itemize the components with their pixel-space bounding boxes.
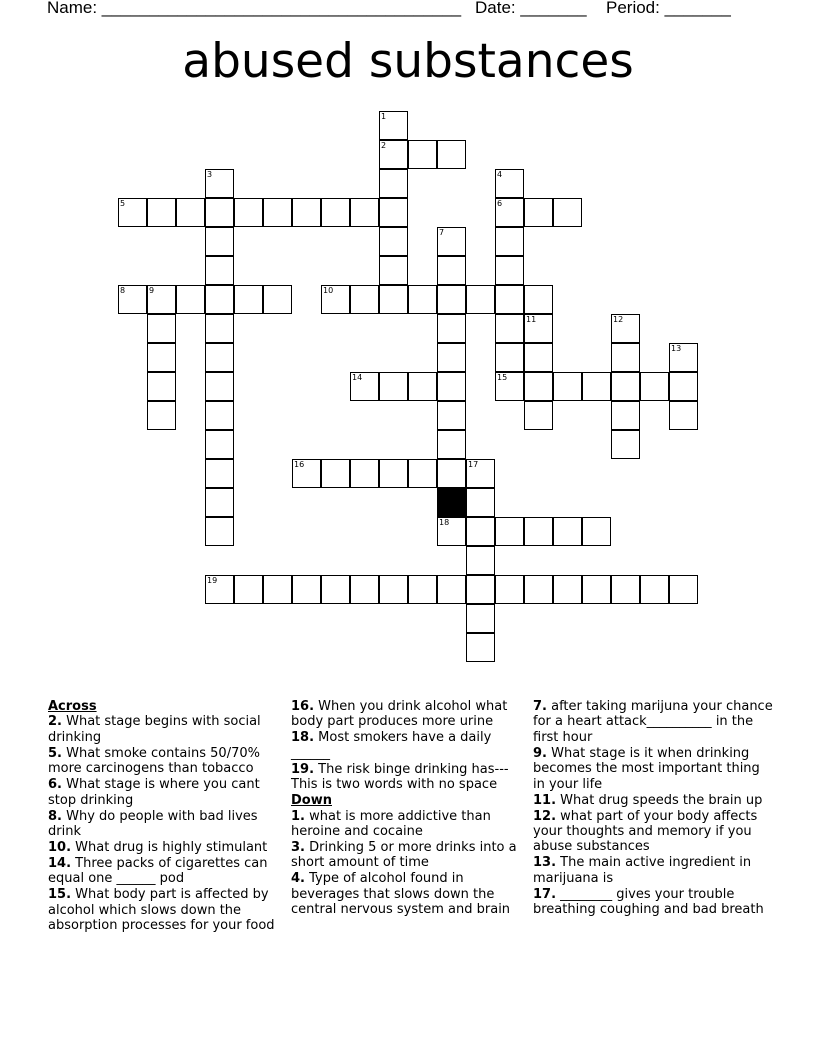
- clues-column-3: [533, 699, 773, 918]
- answer-cell[interactable]: [408, 372, 437, 401]
- clue-number: 19: [207, 576, 218, 585]
- answer-cell[interactable]: [437, 372, 466, 401]
- answer-cell[interactable]: [437, 575, 466, 604]
- answer-cell[interactable]: [205, 227, 234, 256]
- answer-cell[interactable]: [582, 575, 611, 604]
- answer-cell[interactable]: [611, 372, 640, 401]
- answer-cell[interactable]: [350, 372, 379, 401]
- answer-cell[interactable]: [292, 198, 321, 227]
- answer-cell[interactable]: [205, 459, 234, 488]
- clue-item-text: Type of alcohol found in beverages that slows down the central nervous system and brain: [291, 871, 511, 918]
- clue-item: [533, 793, 773, 808]
- clue-item-text: What drug is highly stimulant: [71, 840, 268, 856]
- answer-cell[interactable]: [379, 169, 408, 198]
- clue-item-text: what is more addictive than heroine and cocaine: [291, 808, 491, 840]
- answer-cell[interactable]: [205, 401, 234, 430]
- answer-cell[interactable]: [350, 198, 379, 227]
- answer-cell[interactable]: [379, 111, 408, 140]
- clue-item-text: The main active ingredient in marijuana is: [533, 855, 752, 886]
- answer-cell[interactable]: [495, 227, 524, 256]
- answer-cell[interactable]: [176, 285, 205, 314]
- clue-item-number: 4.: [291, 871, 305, 887]
- answer-cell[interactable]: [292, 575, 321, 604]
- answer-cell[interactable]: [553, 372, 582, 401]
- answer-cell[interactable]: [669, 343, 698, 372]
- answer-cell[interactable]: [669, 401, 698, 430]
- answer-cell[interactable]: [263, 198, 292, 227]
- answer-cell[interactable]: [321, 459, 350, 488]
- answer-cell[interactable]: [495, 169, 524, 198]
- clue-item: [533, 855, 773, 886]
- answer-cell[interactable]: [379, 372, 408, 401]
- clue-item-number: 9.: [533, 745, 547, 761]
- answer-cell[interactable]: [437, 227, 466, 256]
- answer-cell[interactable]: [495, 198, 524, 227]
- clue-item-text: The risk binge drinking has---This is two words with no space: [291, 761, 509, 793]
- answer-cell[interactable]: [176, 198, 205, 227]
- clue-item-number: 14.: [48, 856, 72, 872]
- answer-cell[interactable]: [379, 575, 408, 604]
- answer-cell[interactable]: [553, 198, 582, 227]
- clue-item: [291, 730, 521, 761]
- clue-number: 3: [207, 170, 213, 179]
- answer-cell[interactable]: [147, 343, 176, 372]
- answer-cell[interactable]: [495, 256, 524, 285]
- answer-cell[interactable]: [437, 285, 466, 314]
- clue-item: [533, 746, 773, 792]
- puzzle-title: abused substances: [182, 34, 634, 89]
- answer-cell[interactable]: [495, 285, 524, 314]
- answer-cell[interactable]: [408, 575, 437, 604]
- answer-cell[interactable]: [350, 285, 379, 314]
- answer-cell[interactable]: [205, 285, 234, 314]
- answer-cell[interactable]: [640, 575, 669, 604]
- clue-number: 1: [381, 112, 387, 121]
- answer-cell[interactable]: [437, 343, 466, 372]
- clue-number: 15: [497, 373, 508, 382]
- answer-cell[interactable]: [466, 459, 495, 488]
- clue-item: [291, 762, 521, 793]
- clue-item-text: Drinking 5 or more drinks into a short amount of time: [291, 840, 517, 871]
- clue-item-number: 2.: [48, 714, 62, 730]
- answer-cell[interactable]: [466, 488, 495, 517]
- answer-cell[interactable]: [205, 488, 234, 517]
- answer-cell[interactable]: [379, 198, 408, 227]
- clue-item-number: 12.: [533, 808, 557, 824]
- answer-cell[interactable]: [524, 575, 553, 604]
- clue-number: 6: [497, 199, 503, 208]
- clue-item: [291, 809, 521, 840]
- answer-cell[interactable]: [147, 285, 176, 314]
- answer-cell[interactable]: [147, 372, 176, 401]
- clue-item-text: Three packs of cigarettes can equal one ______ pod: [48, 856, 268, 887]
- answer-cell[interactable]: [408, 459, 437, 488]
- answer-cell[interactable]: [321, 575, 350, 604]
- answer-cell[interactable]: [205, 343, 234, 372]
- clue-item-text: What stage is where you cant stop drinking: [48, 777, 260, 808]
- answer-cell[interactable]: [466, 575, 495, 604]
- clue-number: 9: [149, 286, 155, 295]
- clue-number: 11: [526, 315, 537, 324]
- answer-cell[interactable]: [321, 285, 350, 314]
- clue-item-number: 6.: [48, 777, 62, 793]
- answer-cell[interactable]: [495, 372, 524, 401]
- answer-cell[interactable]: [437, 459, 466, 488]
- clue-item: [48, 856, 284, 887]
- across-heading: Across: [48, 699, 97, 714]
- answer-cell[interactable]: [524, 517, 553, 546]
- answer-cell[interactable]: [437, 430, 466, 459]
- clue-item-text: Most smokers have a daily ______: [291, 730, 492, 761]
- answer-cell[interactable]: [495, 314, 524, 343]
- answer-cell[interactable]: [234, 575, 263, 604]
- answer-cell[interactable]: [205, 575, 234, 604]
- answer-cell[interactable]: [205, 517, 234, 546]
- answer-cell[interactable]: [147, 314, 176, 343]
- clue-number: 5: [120, 199, 126, 208]
- clue-number: 4: [497, 170, 503, 179]
- answer-cell[interactable]: [408, 285, 437, 314]
- answer-cell[interactable]: [582, 517, 611, 546]
- black-square: [437, 488, 466, 517]
- date-field-label: Date: _______: [475, 0, 587, 17]
- clue-item-number: 3.: [291, 840, 305, 856]
- clue-item-text: ________ gives your trouble breathing coughing and bad breath: [533, 886, 764, 918]
- clue-item-text: When you drink alcohol what body part produces more urine: [291, 699, 508, 730]
- answer-cell[interactable]: [495, 517, 524, 546]
- period-field-label: Period: _______: [606, 0, 731, 17]
- answer-cell[interactable]: [437, 314, 466, 343]
- clue-item: [533, 887, 773, 918]
- clue-item-number: 10.: [48, 840, 72, 856]
- answer-cell[interactable]: [263, 285, 292, 314]
- clue-item-number: 15.: [48, 887, 72, 903]
- clue-item-number: 5.: [48, 745, 62, 761]
- answer-cell[interactable]: [437, 401, 466, 430]
- answer-cell[interactable]: [147, 198, 176, 227]
- clue-item: [48, 714, 284, 745]
- answer-cell[interactable]: [379, 227, 408, 256]
- clue-item-number: 11.: [533, 792, 557, 808]
- answer-cell[interactable]: [611, 343, 640, 372]
- answer-cell[interactable]: [379, 140, 408, 169]
- answer-cell[interactable]: [379, 285, 408, 314]
- clue-item: [48, 840, 284, 855]
- answer-cell[interactable]: [466, 285, 495, 314]
- clue-item-text: What smoke contains 50/70% more carcinogens than tobacco: [48, 745, 260, 777]
- answer-cell[interactable]: [321, 198, 350, 227]
- answer-cell[interactable]: [147, 401, 176, 430]
- clue-item: [48, 746, 284, 777]
- answer-cell[interactable]: [350, 459, 379, 488]
- answer-cell[interactable]: [553, 575, 582, 604]
- answer-cell[interactable]: [118, 198, 147, 227]
- clue-number: 14: [352, 373, 363, 382]
- answer-cell[interactable]: [205, 198, 234, 227]
- clue-number: 12: [613, 315, 624, 324]
- answer-cell[interactable]: [611, 575, 640, 604]
- answer-cell[interactable]: [263, 575, 292, 604]
- answer-cell[interactable]: [408, 140, 437, 169]
- answer-cell[interactable]: [466, 604, 495, 633]
- clue-item-number: 1.: [291, 808, 305, 824]
- answer-cell[interactable]: [611, 430, 640, 459]
- answer-cell[interactable]: [524, 285, 553, 314]
- answer-cell[interactable]: [437, 517, 466, 546]
- answer-cell[interactable]: [205, 314, 234, 343]
- clue-item-number: 16.: [291, 699, 315, 714]
- clue-item: [291, 840, 521, 871]
- answer-cell[interactable]: [205, 430, 234, 459]
- clue-number: 13: [671, 344, 682, 353]
- clues-column-1: [48, 699, 284, 934]
- clue-item-number: 8.: [48, 808, 62, 824]
- answer-cell[interactable]: [669, 575, 698, 604]
- answer-cell[interactable]: [495, 575, 524, 604]
- clue-item-text: What drug speeds the brain up: [556, 792, 763, 808]
- answer-cell[interactable]: [524, 198, 553, 227]
- answer-cell[interactable]: [524, 314, 553, 343]
- clue-item-text: What body part is affected by alcohol which slows down the absorption processes for your food: [48, 887, 275, 934]
- answer-cell[interactable]: [466, 546, 495, 575]
- answer-cell[interactable]: [466, 517, 495, 546]
- clue-item-text: what part of your body affects your thoughts and memory if you abuse substances: [533, 808, 758, 855]
- answer-cell[interactable]: [495, 343, 524, 372]
- answer-cell[interactable]: [350, 575, 379, 604]
- clue-number: 17: [468, 460, 479, 469]
- answer-cell[interactable]: [611, 401, 640, 430]
- clue-item: [533, 699, 773, 745]
- clue-item-text: What stage begins with social drinking: [48, 714, 261, 745]
- clue-item-text: after taking marijuna your chance for a heart attack__________ in the first hour: [533, 699, 773, 745]
- clue-item-text: Why do people with bad lives drink: [48, 808, 258, 840]
- answer-cell[interactable]: [437, 256, 466, 285]
- answer-cell[interactable]: [379, 459, 408, 488]
- clue-number: 7: [439, 228, 445, 237]
- answer-cell[interactable]: [611, 314, 640, 343]
- name-field-label: Name: ______________________________________: [47, 0, 462, 17]
- answer-cell[interactable]: [524, 343, 553, 372]
- answer-cell[interactable]: [379, 256, 408, 285]
- answer-cell[interactable]: [118, 285, 147, 314]
- clue-number: 16: [294, 460, 305, 469]
- answer-cell[interactable]: [553, 517, 582, 546]
- answer-cell[interactable]: [205, 256, 234, 285]
- answer-cell[interactable]: [205, 169, 234, 198]
- clue-item: [291, 871, 521, 917]
- clue-number: 10: [323, 286, 334, 295]
- answer-cell[interactable]: [234, 198, 263, 227]
- clue-item: [48, 809, 284, 840]
- answer-cell[interactable]: [582, 372, 611, 401]
- answer-cell[interactable]: [234, 285, 263, 314]
- answer-cell[interactable]: [437, 140, 466, 169]
- clue-item: [291, 699, 521, 730]
- clue-number: 2: [381, 141, 387, 150]
- clue-item-number: 19.: [291, 761, 315, 777]
- answer-cell[interactable]: [292, 459, 321, 488]
- clue-item: [48, 777, 284, 808]
- answer-cell[interactable]: [524, 401, 553, 430]
- answer-cell[interactable]: [669, 372, 698, 401]
- answer-cell[interactable]: [466, 633, 495, 662]
- clues-column-2: [291, 699, 521, 918]
- answer-cell[interactable]: [205, 372, 234, 401]
- clue-item: [48, 887, 284, 933]
- answer-cell[interactable]: [640, 372, 669, 401]
- clue-item-number: 18.: [291, 730, 315, 746]
- clue-item-number: 13.: [533, 855, 557, 871]
- clue-item-number: 17.: [533, 886, 557, 902]
- clue-number: 8: [120, 286, 126, 295]
- clue-item-text: What stage is it when drinking becomes the most important thing in your life: [533, 745, 760, 792]
- clue-item-number: 7.: [533, 699, 547, 714]
- clue-item: [533, 809, 773, 855]
- clue-number: 18: [439, 518, 450, 527]
- answer-cell[interactable]: [524, 372, 553, 401]
- down-heading: Down: [291, 793, 332, 809]
